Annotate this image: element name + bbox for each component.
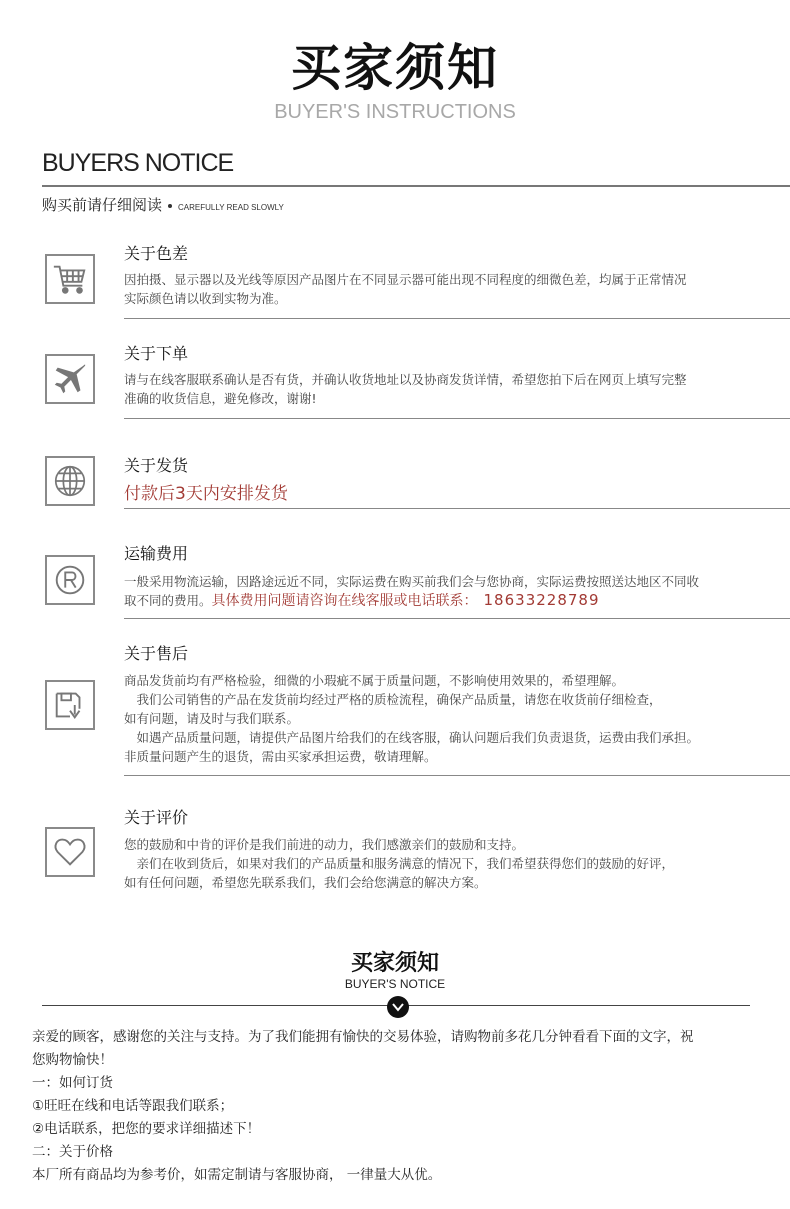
notice-heading: BUYERS NOTICE — [42, 149, 234, 177]
page-subtitle: BUYER'S INSTRUCTIONS — [274, 101, 516, 123]
shipping-highlight: 付款后3天内安排发货 — [124, 484, 288, 504]
shopping-cart-icon — [45, 254, 95, 304]
section-line: 请与在线客服联系确认是否有货，并确认收货地址以及协商发货详情，希望您拍下后在网页上填写完整 — [124, 372, 687, 387]
footer-line: 您购物愉快！ — [32, 1052, 113, 1068]
section-line: 一般采用物流运输，因路途远近不同，实际运费在购买前我们会与您协商，实际运费按照送达地区不同收 — [124, 574, 700, 589]
section-line: 亲们在收到货后，如果对我们的产品质量和服务满意的情况下，我们希望获得您们的鼓励的好评， — [124, 856, 675, 871]
section-line: 我们公司销售的产品在发货前均经过严格的质检流程，确保产品质量，请您在收货前仔细检查， — [124, 692, 662, 707]
heart-icon — [45, 827, 95, 877]
bullet-dot — [168, 204, 172, 208]
section-line: 商品发货前均有严格检验，细微的小瑕疵不属于质量问题，不影响使用效果的，希望理解。 — [124, 673, 625, 688]
section-body-color — [124, 270, 774, 308]
read-note-small: CAREFULLY READ SLOWLY — [178, 203, 284, 212]
download-box-icon — [45, 680, 95, 730]
page-title: 买家须知 — [291, 39, 499, 97]
footer-line: 亲爱的顾客，感谢您的关注与支持。为了我们能拥有愉快的交易体验，请购物前多花几分钟看看下面的文字，祝 — [32, 1029, 694, 1045]
section-divider — [124, 318, 790, 319]
footer-line: 一：如何订货 — [32, 1075, 113, 1091]
freight-plain-text: 取不同的费用。 — [124, 593, 212, 608]
section-line: 您的鼓励和中肯的评价是我们前进的动力，我们感激亲们的鼓励和支持。 — [124, 837, 525, 852]
section-title-aftersales: 关于售后 — [124, 644, 189, 663]
freight-contact-text: 具体费用问题请咨询在线客服或电话联系： — [211, 593, 478, 609]
section-title-freight: 运输费用 — [124, 544, 189, 563]
section-body-reviews — [124, 835, 774, 892]
section-divider — [124, 508, 790, 509]
phone-number: 18633228789 — [483, 591, 600, 609]
section-line — [124, 591, 774, 611]
section-title-shipping: 关于发货 — [124, 456, 189, 475]
footer-title: 买家须知 — [350, 951, 439, 976]
read-note-text: 购买前请仔细阅读 — [42, 196, 163, 214]
footer-line: ②电话联系，把您的要求详细描述下！ — [32, 1121, 261, 1137]
registered-icon — [45, 555, 95, 605]
section-line: 如遇产品质量问题，请提供产品图片给我们的在线客服，确认问题后我们负责退货，运费由我们承担。 — [124, 730, 700, 745]
footer-text — [32, 1026, 767, 1187]
section-body-aftersales — [124, 671, 774, 766]
section-line: 如有任何问题，希望您先联系我们，我们会给您满意的解决方案。 — [124, 875, 487, 890]
read-note — [42, 195, 284, 218]
footer-line: 二：关于价格 — [32, 1144, 113, 1160]
section-line: 实际颜色请以收到实物为准。 — [124, 291, 287, 306]
chevron-down-icon — [387, 996, 409, 1018]
section-line: 如有问题，请及时与我们联系。 — [124, 711, 300, 726]
section-line: 非质量问题产生的退货，需由买家承担运费，敬请理解。 — [124, 749, 437, 764]
section-divider — [124, 775, 790, 776]
section-title-color: 关于色差 — [124, 244, 189, 263]
footer-subtitle: BUYER'S NOTICE — [344, 977, 446, 991]
section-divider — [124, 618, 790, 619]
section-body-freight — [124, 572, 774, 611]
footer-line: ①旺旺在线和电话等跟我们联系； — [32, 1098, 234, 1114]
section-divider — [124, 418, 790, 419]
globe-icon — [45, 456, 95, 506]
section-title-order: 关于下单 — [124, 344, 189, 363]
section-body-order — [124, 370, 774, 408]
section-line: 准确的收货信息，避免修改，谢谢! — [124, 391, 317, 406]
section-line: 因拍摄、显示器以及光线等原因产品图片在不同显示器可能出现不同程度的细微色差，均属于正常情况 — [124, 272, 687, 287]
section-title-reviews: 关于评价 — [124, 808, 189, 827]
footer-line: 本厂所有商品均为参考价，如需定制请与客服协商， 一律量大从优。 — [32, 1167, 442, 1183]
airplane-icon — [45, 354, 95, 404]
notice-divider — [42, 185, 790, 187]
